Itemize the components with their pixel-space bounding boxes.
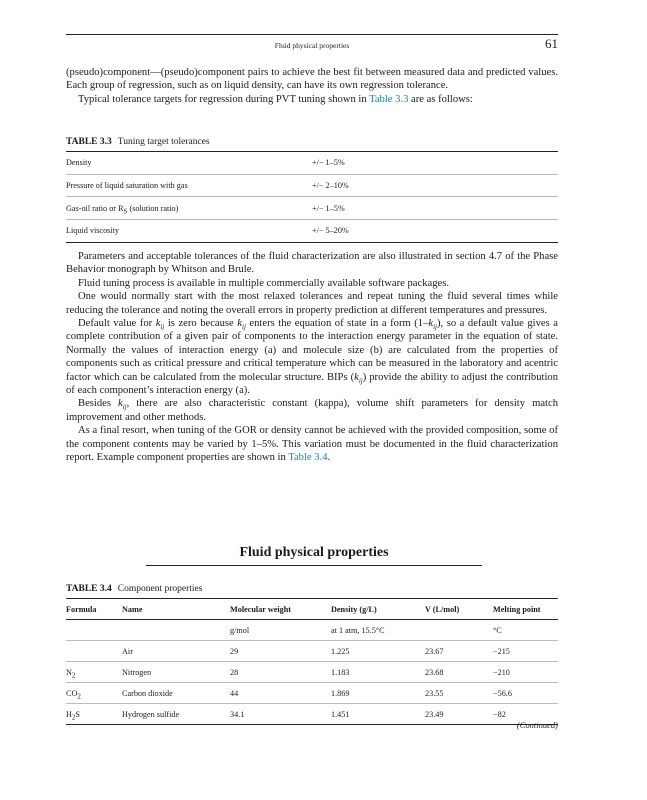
table-units-row: g/mol at 1 atm, 15.5°C °C (66, 620, 558, 641)
table-3-4-link[interactable]: Table 3.4 (288, 452, 328, 464)
paragraph: Typical tolerance targets for regression during PVT tuning shown in Table 3.3 are as follows: (78, 93, 473, 105)
paragraph: Besides $k_{ij}$, there are also characteristic constant (kappa), volume shift parameters for density match improvement and other methods. (66, 398, 558, 423)
paragraph: (pseudo)component—(pseudo)component pairs to achieve the best fit between measured data and predicted values. Each group of regression, such as on liquid density, can have its own regression tolerance. (66, 67, 558, 92)
paragraph: One would normally start with the most relaxed tolerances and repeat tuning the fluid several times while reducing the tolerance and noting the overall errors in property prediction at different temperatures and pressures. (66, 291, 558, 316)
body-text-main (66, 250, 558, 465)
table-row: Pressure of liquid saturation with gas +/− 2–10% (66, 174, 558, 197)
paragraph: Default value for $k_{ij}$ is zero because $k_{ij}$ enters the equation of state in a form $(1-k_{ij})$, so a default value gives a complete contribution of a given pair of components to the interaction energy parameter in the equation of state. Normally the values of interaction energy (a) and molecule size (b) are calculated from the properties of components such as critical pressure and critical temperature which can be measured in the laboratory and acentric factor which can be calculated from the molecular structure. BIPs $(k_{ij})$ provide the ability to adjust the contribution of each component’s interaction energy (a). (66, 318, 558, 397)
table-row: $CO_2$ Carbon dioxide 44 1.869 23.55 −56.6 (66, 683, 558, 704)
table-3-3-link[interactable]: Table 3.3 (369, 93, 409, 105)
table-row: Liquid viscosity +/− 5–20% (66, 220, 558, 243)
table-header-row: Formula Name Molecular weight Density (g/L) V (L/mol) Melting point (66, 599, 558, 620)
paragraph: As a final resort, when tuning of the GOR or density cannot be achieved with the provided composition, some of the component contents may be varied by 1–5%. This variation must be documented in the fluid characterization report. Example component properties are shown in Table 3.4. (66, 425, 558, 464)
table-row: Air 29 1.225 23.67 −215 (66, 641, 558, 662)
section-title: Fluid physical properties (146, 545, 482, 566)
table-caption: TABLE 3.3 Tuning target tolerances (66, 137, 210, 147)
table-3-4 (66, 584, 558, 725)
paragraph: Fluid tuning process is available in multiple commercially available software packages. (78, 277, 449, 289)
table-caption: TABLE 3.4 Component properties (66, 584, 203, 594)
table-row: Density +/− 1–5% (66, 158, 345, 168)
page-number: 61 (545, 36, 558, 51)
table-3-3 (66, 137, 558, 243)
body-text-top (66, 66, 558, 106)
table-row: $N_2$ Nitrogen 28 1.183 23.68 −210 (66, 662, 558, 683)
continued-note: (Continued) (516, 720, 558, 730)
paragraph: Parameters and acceptable tolerances of the fluid characterization are also illustrated in section 4.7 of the Phase Behavior monograph by Whitson and Brule. (66, 251, 558, 276)
table-row: $H_2S$ Hydrogen sulfide 34.1 1.451 23.49 −82 (66, 704, 558, 725)
table-row: Gas-oil ratio or $R_S$ (solution ratio) +/− 1–5% (66, 197, 558, 220)
running-title: Fluid physical properties (274, 41, 350, 50)
page-header (66, 34, 558, 55)
